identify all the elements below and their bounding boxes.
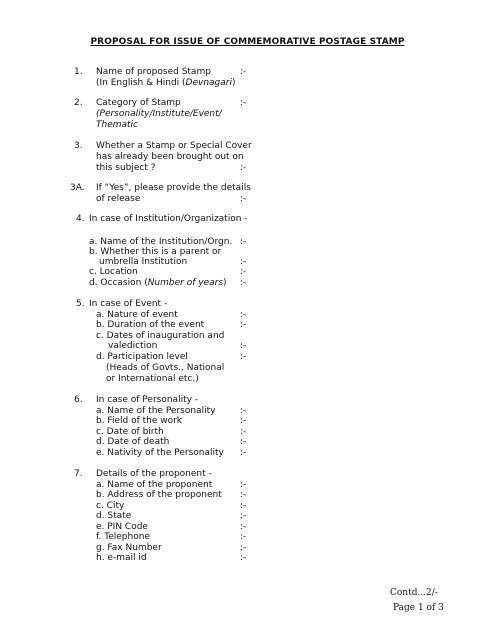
colon-marker: :- [240,490,247,500]
colon-marker: :- [240,437,247,447]
page-number: Page 1 of 3 [393,603,444,613]
question-label: In case of Event - [89,299,168,309]
category-options-cont: Thematic [96,120,138,130]
question-label: In case of Personality - [96,395,199,405]
item-number: 2. [74,98,83,108]
colon-marker: :- [240,257,247,267]
colon-marker: :- [240,194,247,204]
colon-marker: :- [240,427,247,437]
colon-marker: :- [240,543,247,553]
colon-marker: :- [240,310,247,320]
colon-marker: :- [240,511,247,521]
italic-text: Devnagari [185,78,232,88]
colon-marker: :- [240,448,247,458]
item-number: 4. [76,214,85,224]
colon-marker: :- [240,532,247,542]
colon-marker: :- [240,267,247,277]
colon-marker: :- [240,320,247,330]
colon-marker: :- [240,501,247,511]
colon-marker: :- [240,341,247,351]
colon-marker: :- [240,406,247,416]
document-page: PROPOSAL FOR ISSUE OF COMMEMORATIVE POSTAGE STAMP 1. Name of proposed Stamp :- (In English & Hindi (Devnagari) 2. Category of Stamp :- (Personality/Institute/Event/ Thematic 3. Whether a Stamp or Special Cover has already been brought out on this subject ? :- 3A. If “Yes”, please provide the details of release :- 4. In case of Institution/Organization - a. Name of the Institution/Orgn. :- b. Whether this is a parent or umbrella Institution :- c. Location :- d. Occasion (Number of years) :- 5. In case of Event - a. Nature of event :- b. Duration of the event :- c. Dates of inauguration and valediction :- d. Participation level :- (Heads of Govts., National or International etc.) 6. In case of Personality - a. Name of the Personality :- b. Field of the work :- c. Date of birth :- d. Date of death :- e. Nativity of the Personality :- 7. Details of the proponent - a. Name of the proponent :- b. Address of the proponent :- c. City :- d. State :- e. PIN Code :- f. Telephone :- g. Fax Number :- h. e-mail id :- Contd...2/- Page 1 of 3 [0,0,495,640]
colon-marker: :- [240,237,247,247]
colon-marker: :- [240,522,247,532]
colon-marker: :- [240,416,247,426]
item-number: 1. [74,67,83,77]
question-label: Whether a Stamp or Special Cover [96,141,252,151]
question-label: Name of proposed Stamp [96,67,211,77]
page-title: PROPOSAL FOR ISSUE OF COMMEMORATIVE POSTAGE STAMP [90,37,405,47]
item-number: 3A. [70,183,85,193]
item-number: 5. [76,299,85,309]
colon-marker: :- [240,67,247,77]
item-number: 6. [74,395,83,405]
question-label: In case of Institution/Organization - [89,214,248,224]
colon-marker: :- [240,98,247,108]
item-number: 3. [74,141,83,151]
colon-marker: :- [240,480,247,490]
item-number: 7. [74,469,83,479]
question-label: If “Yes”, please provide the details [96,183,251,193]
colon-marker: :- [240,352,247,362]
colon-marker: :- [240,278,247,288]
colon-marker: :- [240,553,247,563]
question-label: Details of the proponent - [96,469,212,479]
colon-marker: :- [240,163,247,173]
continued-note: Contd...2/- [390,588,438,598]
category-options: (Personality/Institute/Event/ [96,109,222,119]
question-label: Category of Stamp [96,98,181,108]
